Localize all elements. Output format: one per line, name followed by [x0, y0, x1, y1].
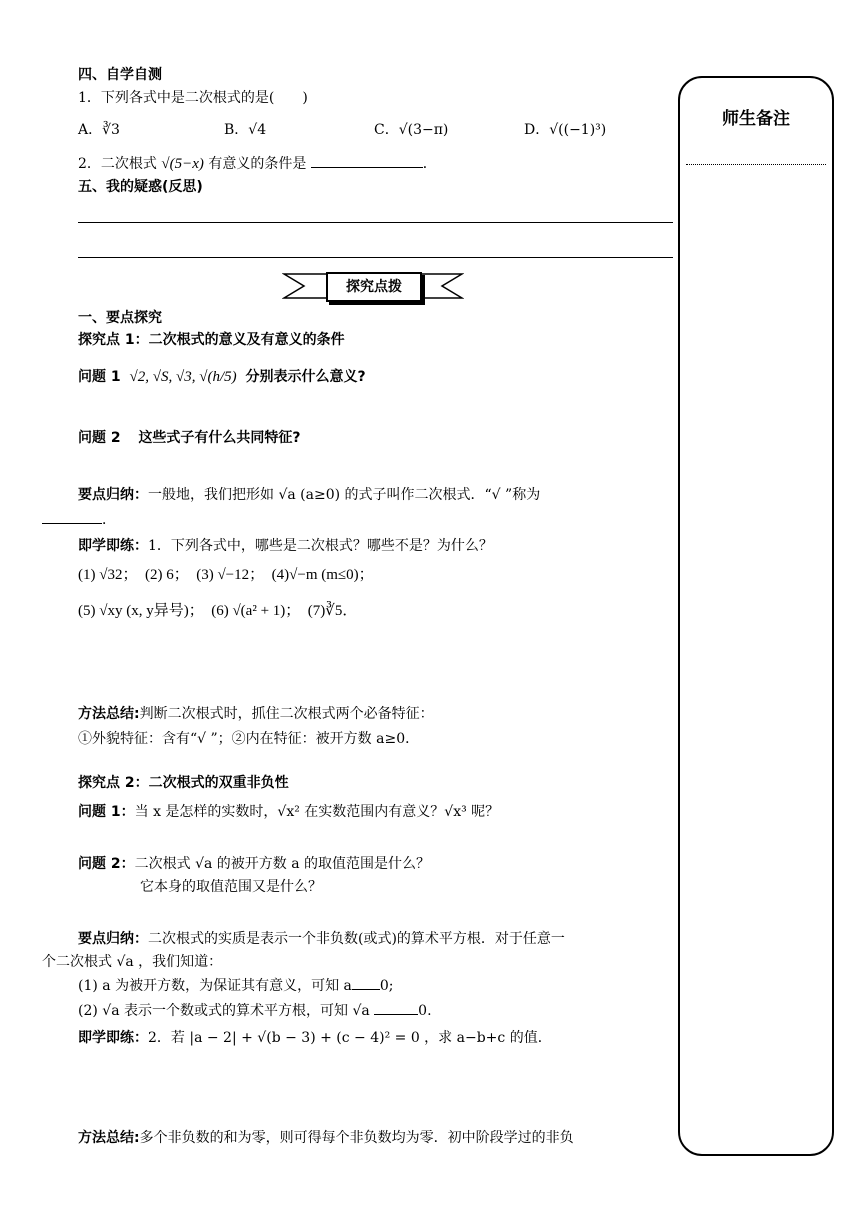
option-a: A．∛3	[78, 122, 120, 138]
p2-item2	[78, 1002, 432, 1020]
key-points-heading: 一、要点探究	[78, 310, 162, 326]
p2-question2-line2: 它本身的取值范围又是什么？	[140, 879, 322, 895]
p1-summary-end	[42, 511, 116, 529]
section5-heading: 五、我的疑惑(反思)	[78, 179, 203, 195]
s4-question2	[78, 155, 437, 173]
p2-item2-text: (2) √a 表示一个数或式的算术平方根，可知 √a	[78, 1003, 370, 1019]
banner-label: 探究点拨	[326, 272, 422, 302]
p1-question1	[78, 368, 366, 386]
p1-practice	[78, 537, 493, 555]
p2-question2	[78, 855, 430, 873]
p1-method	[78, 705, 434, 723]
explore-point-2: 探究点 2：二次根式的双重非负性	[78, 775, 289, 791]
p1-practice-label: 即学即练：	[78, 538, 148, 554]
option-b: B．√4	[224, 122, 267, 138]
q2-expression: √(5−x)	[161, 156, 204, 172]
p1-q1-text: 分别表示什么意义?	[245, 369, 366, 385]
p2-summary	[78, 930, 565, 948]
p1-summary-tail: ．	[102, 512, 116, 528]
p2-summary-label: 要点归纳：	[78, 931, 148, 947]
p2-item1-end: 0;	[379, 978, 394, 994]
option-c: C．√(3−π)	[374, 122, 449, 138]
p2-summary-text: 二次根式的实质是表示一个非负数(或式)的算术平方根．对于任意一	[148, 931, 565, 947]
item2-blank[interactable]	[374, 1014, 418, 1015]
p1-q1-expression: √2, √S, √3, √(h/5)	[129, 369, 237, 385]
p1-q1-label: 问题 1	[78, 369, 121, 385]
q2-middle: 有意义的条件是	[208, 156, 307, 172]
reflection-line-2[interactable]	[78, 257, 673, 258]
section4-heading: 四、自学自测	[78, 67, 162, 83]
p2-question1	[78, 803, 499, 821]
p1-method-label: 方法总结:	[78, 706, 140, 722]
p2-practice	[78, 1029, 552, 1047]
p2-practice-text: 2．若 |a − 2| + √(b − 3) + (c − 4)² = 0 ，求 a−b+c 的值．	[148, 1030, 552, 1046]
p1-summary-text: 一般地，我们把形如 √a (a≥0) 的式子叫作二次根式．“√ ”称为	[148, 487, 541, 503]
q2-prefix: 2．二次根式	[78, 156, 157, 172]
p1-practice-row1: (1) √32； (2) 6； (3) √−12； (4)√−m (m≤0)；	[78, 567, 374, 583]
reflection-line-1[interactable]	[78, 222, 673, 223]
p2-method-text: 多个非负数的和为零，则可得每个非负数均为零．初中阶段学过的非负	[139, 1130, 574, 1146]
answer-blank[interactable]	[311, 167, 423, 168]
p1-practice-text: 1．下列各式中，哪些是二次根式？哪些不是？为什么？	[148, 538, 493, 554]
p1-method-text: 判断二次根式时，抓住二次根式两个必备特征：	[139, 706, 434, 722]
explore-point-1: 探究点 1：二次根式的意义及有意义的条件	[78, 332, 345, 348]
p2-summary-line2: 个二次根式 √a ，我们知道：	[42, 954, 223, 970]
p1-q2-text: 这些式子有什么共同特征?	[138, 430, 301, 446]
p1-summary	[78, 486, 540, 504]
p2-q2-label: 问题 2：	[78, 856, 135, 872]
p2-item1-text: (1) a 为被开方数，为保证其有意义，可知 a	[78, 978, 352, 994]
p2-method	[78, 1129, 574, 1147]
p2-practice-label: 即学即练：	[78, 1030, 148, 1046]
p1-q2-label: 问题 2	[78, 430, 121, 446]
p2-q1-text: 当 x 是怎样的实数时，√x² 在实数范围内有意义？√x³ 呢？	[134, 804, 500, 820]
p1-question2	[78, 429, 301, 447]
q2-suffix: ．	[422, 156, 437, 172]
option-d: D．√((−1)³)	[524, 122, 607, 138]
p1-summary-label: 要点归纳：	[78, 487, 148, 503]
item1-blank[interactable]	[352, 989, 380, 990]
section-banner	[282, 268, 464, 304]
p2-q2-text: 二次根式 √a 的被开方数 a 的取值范围是什么？	[134, 856, 431, 872]
p2-method-label: 方法总结:	[78, 1130, 140, 1146]
notes-sidebar	[678, 76, 834, 1156]
sidebar-divider	[686, 164, 826, 165]
s4-question1: 1．下列各式中是二次根式的是( )	[78, 90, 308, 106]
sidebar-title: 师生备注	[722, 109, 790, 129]
p2-item1	[78, 977, 394, 995]
p1-method-line2: ①外貌特征：含有“√ ”；②内在特征：被开方数 a≥0．	[78, 731, 420, 747]
term-blank[interactable]	[42, 523, 102, 524]
p1-practice-row2: (5) √xy (x, y异号)； (6) √(a² + 1)； (7)∛5．	[78, 603, 358, 619]
p2-q1-label: 问题 1：	[78, 804, 135, 820]
p2-item2-end: 0.	[418, 1003, 432, 1019]
